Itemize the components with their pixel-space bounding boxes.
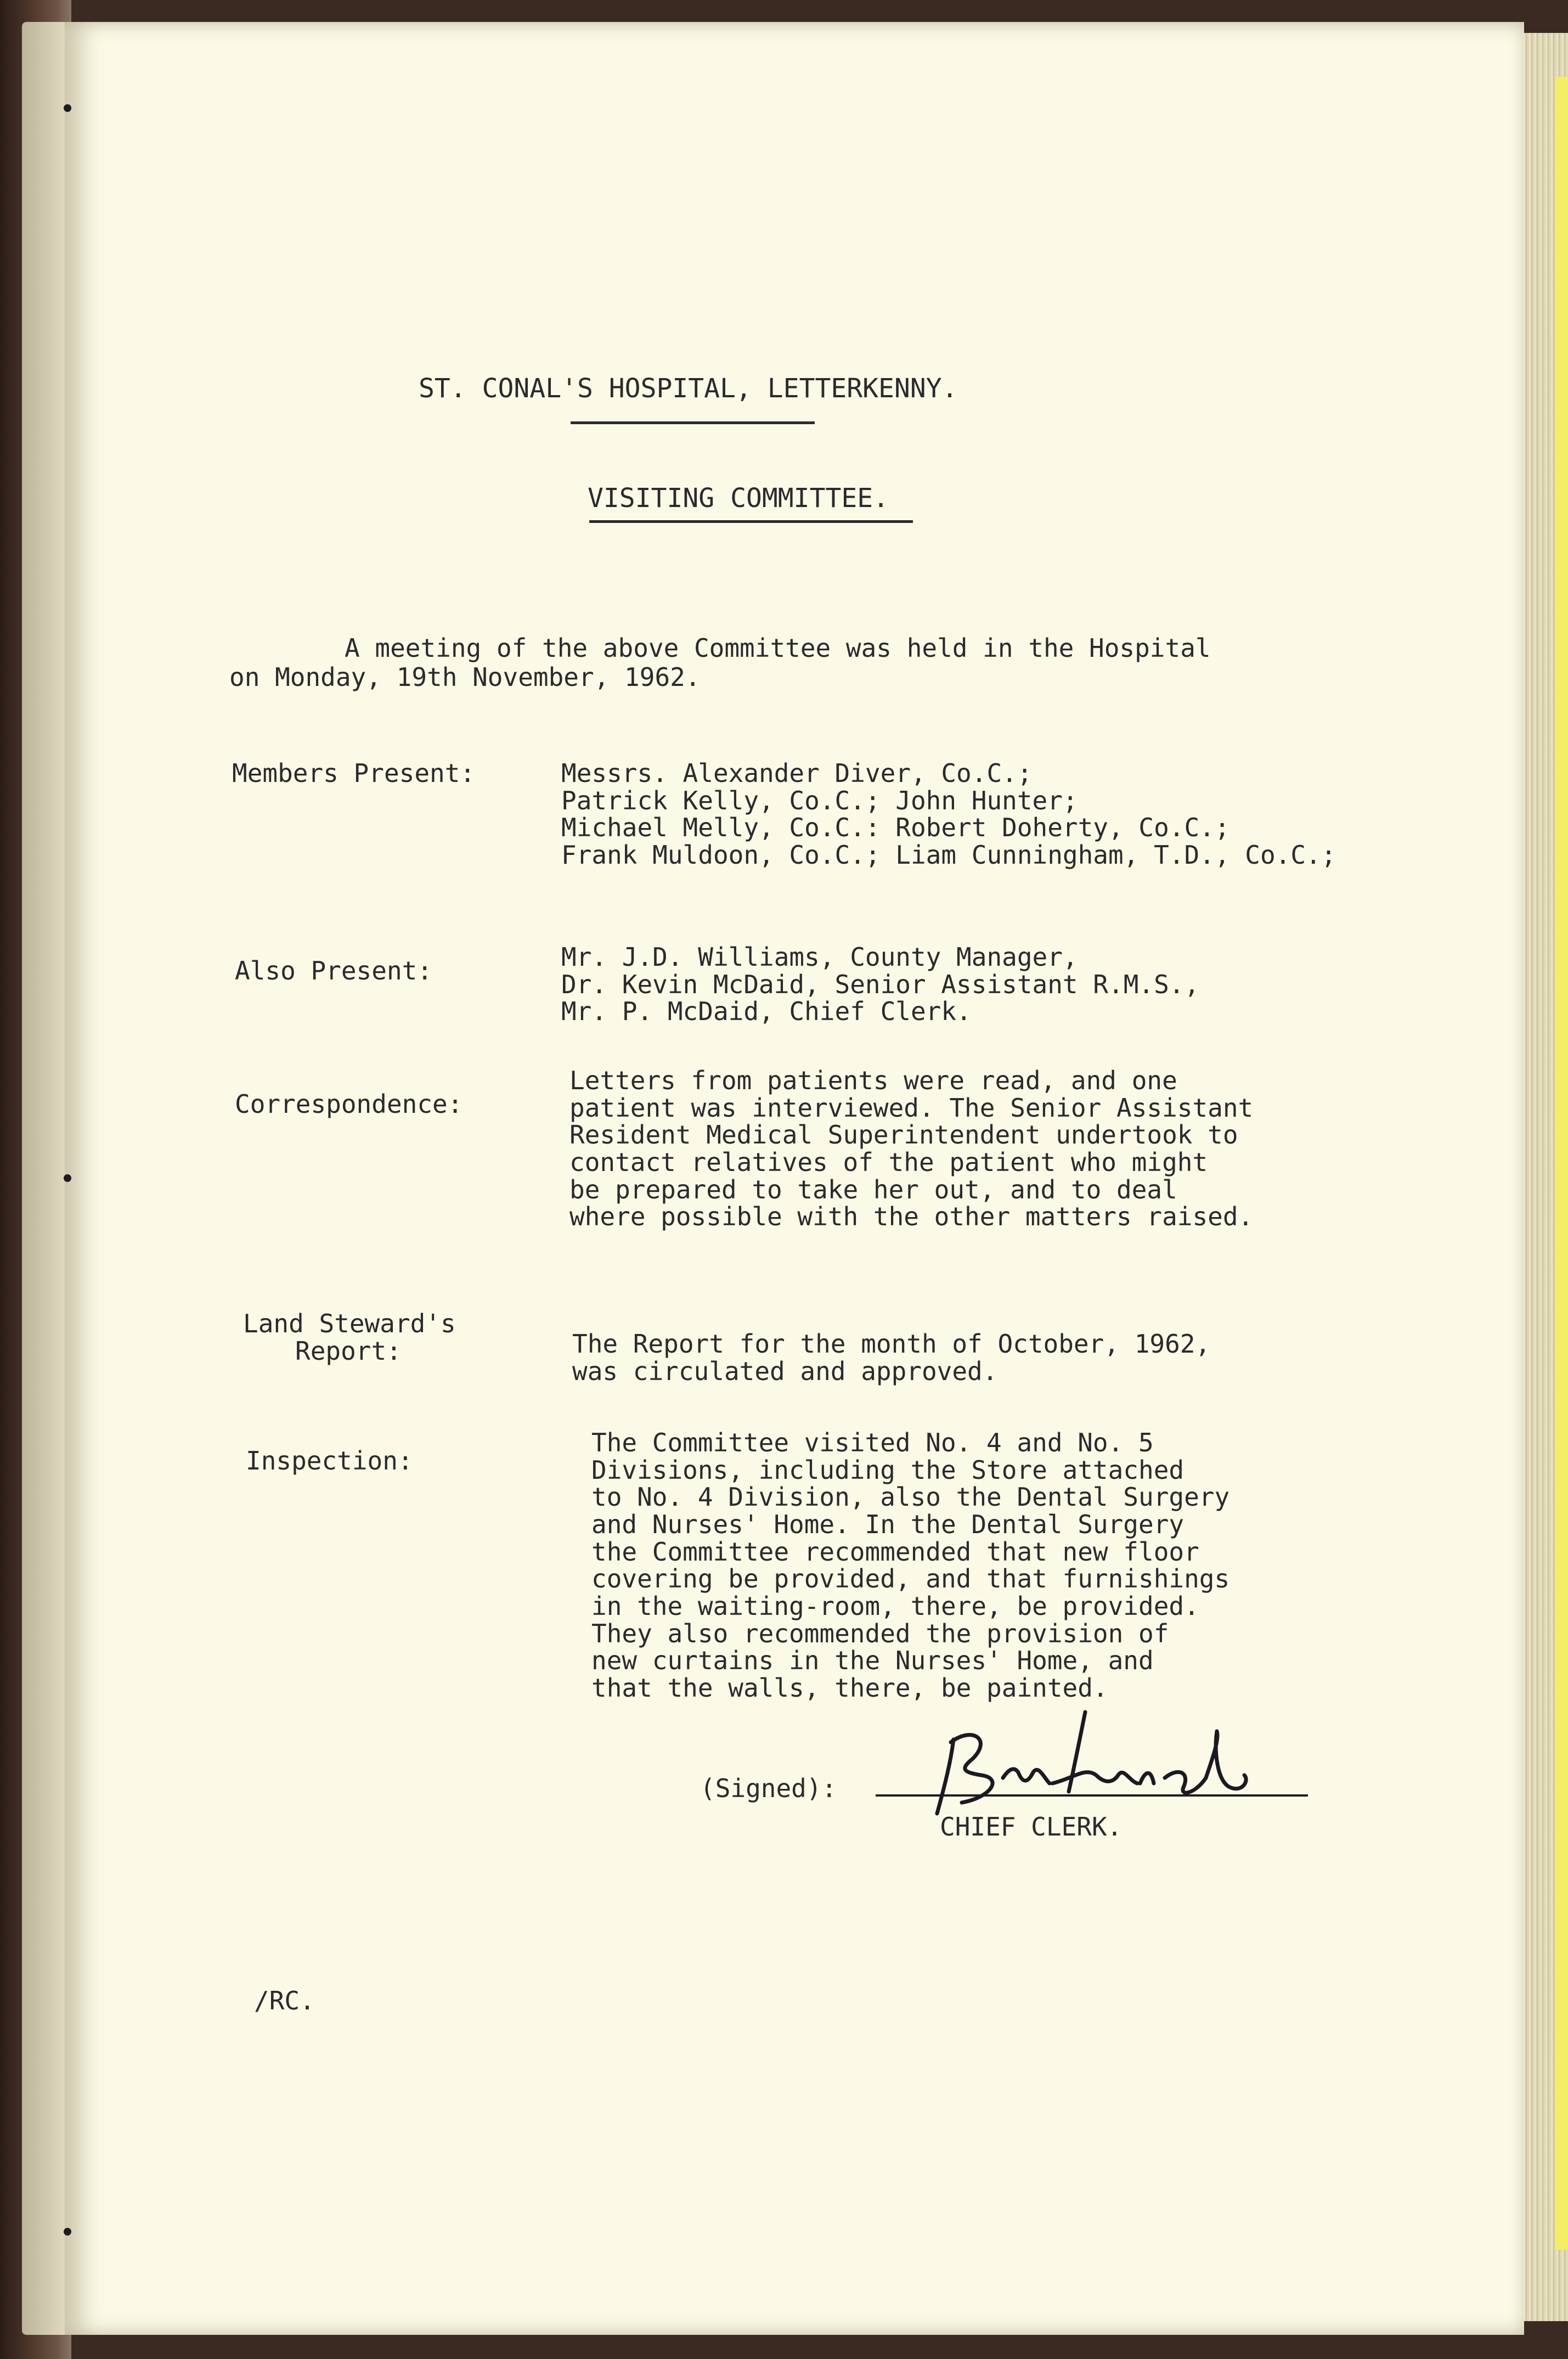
also-present-line: Mr. J.D. Williams, County Manager, xyxy=(561,942,1078,972)
inspection-line: The Committee visited No. 4 and No. 5 xyxy=(591,1428,1154,1457)
members-line: Michael Melly, Co.C.: Robert Doherty, Co.C.; xyxy=(561,813,1230,843)
page-title: ST. CONAL'S HOSPITAL, LETTERKENNY. xyxy=(419,373,958,404)
inspection-line: They also recommended the provision of xyxy=(591,1618,1169,1648)
land-steward-text xyxy=(572,1331,1210,1385)
land-steward-label-2: Report: xyxy=(295,1336,402,1366)
also-present-line: Dr. Kevin McDaid, Senior Assistant R.M.S., xyxy=(561,969,1200,999)
correspondence-line: be prepared to take her out, and to deal xyxy=(569,1174,1177,1204)
intro-line-2: on Monday, 19th November, 1962. xyxy=(229,662,701,692)
land-steward-line: The Report for the month of October, 1962, xyxy=(572,1329,1211,1359)
signature-line xyxy=(876,1794,1308,1797)
binding-hole xyxy=(64,1174,71,1182)
correspondence-line: Resident Medical Superintendent undertook to xyxy=(569,1120,1238,1150)
binding-hole xyxy=(64,104,71,112)
also-present-label: Also Present: xyxy=(235,956,433,986)
members-line: Patrick Kelly, Co.C.; John Hunter; xyxy=(561,785,1078,815)
inspection-line: Divisions, including the Store attached xyxy=(591,1455,1185,1485)
document-page xyxy=(65,22,1524,2335)
title-underline xyxy=(571,421,815,424)
members-line: Frank Muldoon, Co.C.; Liam Cunningham, T.D., Co.C.; xyxy=(561,840,1336,870)
members-line: Messrs. Alexander Diver, Co.C.; xyxy=(561,758,1033,788)
inspection-line: and Nurses' Home. In the Dental Surgery xyxy=(591,1510,1185,1540)
correspondence-line: contact relatives of the patient who might xyxy=(569,1147,1208,1178)
inspection-text xyxy=(591,1429,1229,1702)
inspection-line: that the walls, there, be painted. xyxy=(591,1673,1108,1703)
also-present-line: Mr. P. McDaid, Chief Clerk. xyxy=(561,996,972,1027)
yellow-tab xyxy=(1555,77,1568,2250)
land-steward-line: was circulated and approved. xyxy=(572,1356,998,1386)
inspection-label: Inspection: xyxy=(246,1446,413,1476)
correspondence-line: where possible with the other matters raised. xyxy=(569,1202,1254,1232)
subtitle-underline xyxy=(589,520,913,523)
land-steward-label: Land Steward's xyxy=(243,1309,456,1338)
signed-label: (Signed): xyxy=(700,1774,837,1803)
intro-line-1: A meeting of the above Committee was held in the Hospital xyxy=(345,633,1211,663)
inspection-line: in the waiting-room, there, be provided. xyxy=(591,1591,1199,1622)
signatory-title: CHIEF CLERK. xyxy=(940,1812,1123,1842)
inspection-line: covering be provided, and that furnishings xyxy=(591,1564,1230,1594)
correspondence-text xyxy=(569,1067,1253,1231)
inspection-line: the Committee recommended that new floor xyxy=(591,1536,1199,1567)
also-present-list xyxy=(561,944,1199,1026)
inspection-line: to No. 4 Division, also the Dental Surgery xyxy=(591,1482,1230,1512)
reference-initials: /RC. xyxy=(254,1986,315,2015)
inspection-line: new curtains in the Nurses' Home, and xyxy=(591,1646,1154,1676)
correspondence-label: Correspondence: xyxy=(235,1089,463,1119)
correspondence-line: Letters from patients were read, and one xyxy=(569,1066,1177,1095)
binding-hole xyxy=(64,2228,71,2236)
page-subtitle: VISITING COMMITTEE. xyxy=(588,483,889,514)
handwritten-signature xyxy=(921,1701,1316,1822)
correspondence-line: patient was interviewed. The Senior Assistant xyxy=(569,1093,1254,1123)
members-label: Members Present: xyxy=(232,758,476,788)
members-list xyxy=(561,760,1336,869)
